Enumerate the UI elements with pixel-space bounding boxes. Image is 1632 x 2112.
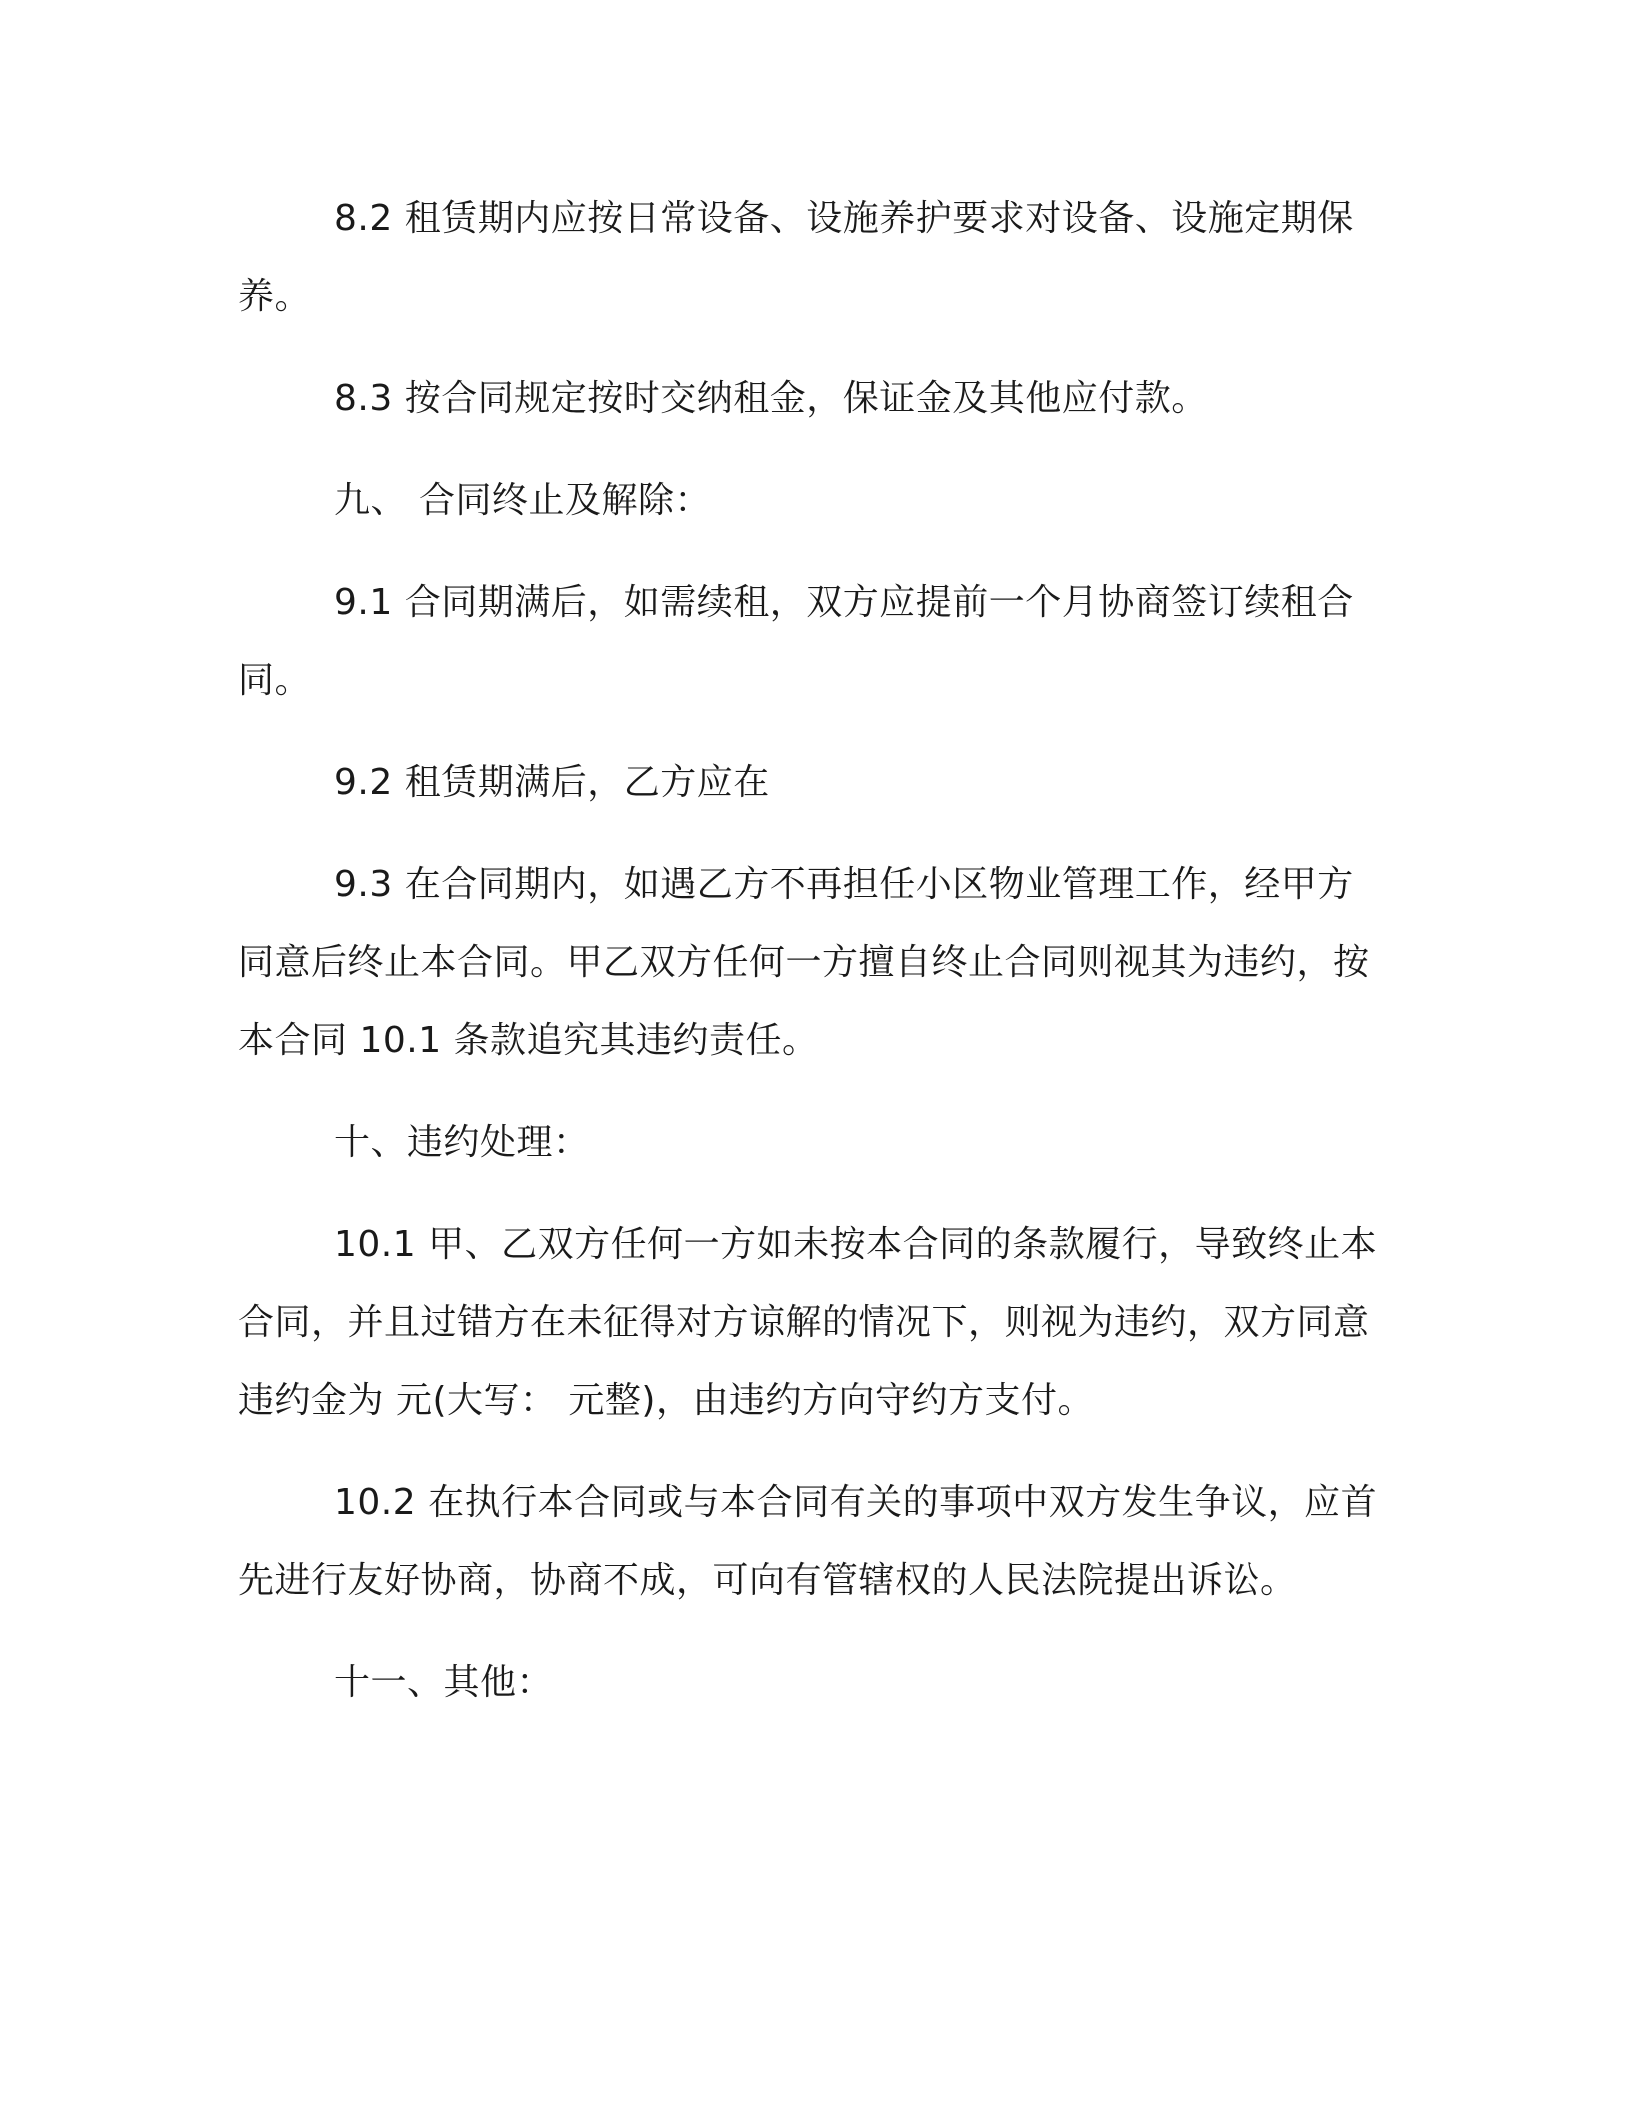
clause-9-2: 9.2 租赁期满后，乙方应在 [334, 762, 770, 803]
document-body [238, 180, 1388, 1746]
clause-8-2: 8.2 租赁期内应按日常设备、设施养护要求对设备、设施定期保养。 [238, 198, 1354, 317]
clause-9-3: 9.3 在合同期内，如遇乙方不再担任小区物业管理工作，经甲方同意后终止本合同。甲乙双方任何一方擅自终止合同则视其为违约，按本合同 10.1 条款追究其违约责任。 [238, 864, 1370, 1061]
clause-10-1: 10.1 甲、乙双方任何一方如未按本合同的条款履行，导致终止本合同，并且过错方在未征得对方谅解的情况下，则视为违约，双方同意违约金为 元(大写： 元整)，由违约方向守约方支付。 [238, 1224, 1378, 1421]
clause-10-2: 10.2 在执行本合同或与本合同有关的事项中双方发生争议，应首先进行友好协商，协商不成，可向有管辖权的人民法院提出诉讼。 [238, 1482, 1378, 1601]
section-heading-11: 十一、其他： [334, 1662, 554, 1703]
section-heading-9: 九、 合同终止及解除： [334, 480, 711, 521]
clause-8-3: 8.3 按合同规定按时交纳租金，保证金及其他应付款。 [334, 378, 1208, 419]
clause-9-1: 9.1 合同期满后，如需续租，双方应提前一个月协商签订续租合同。 [238, 582, 1354, 701]
section-heading-10: 十、违约处理： [334, 1122, 590, 1163]
